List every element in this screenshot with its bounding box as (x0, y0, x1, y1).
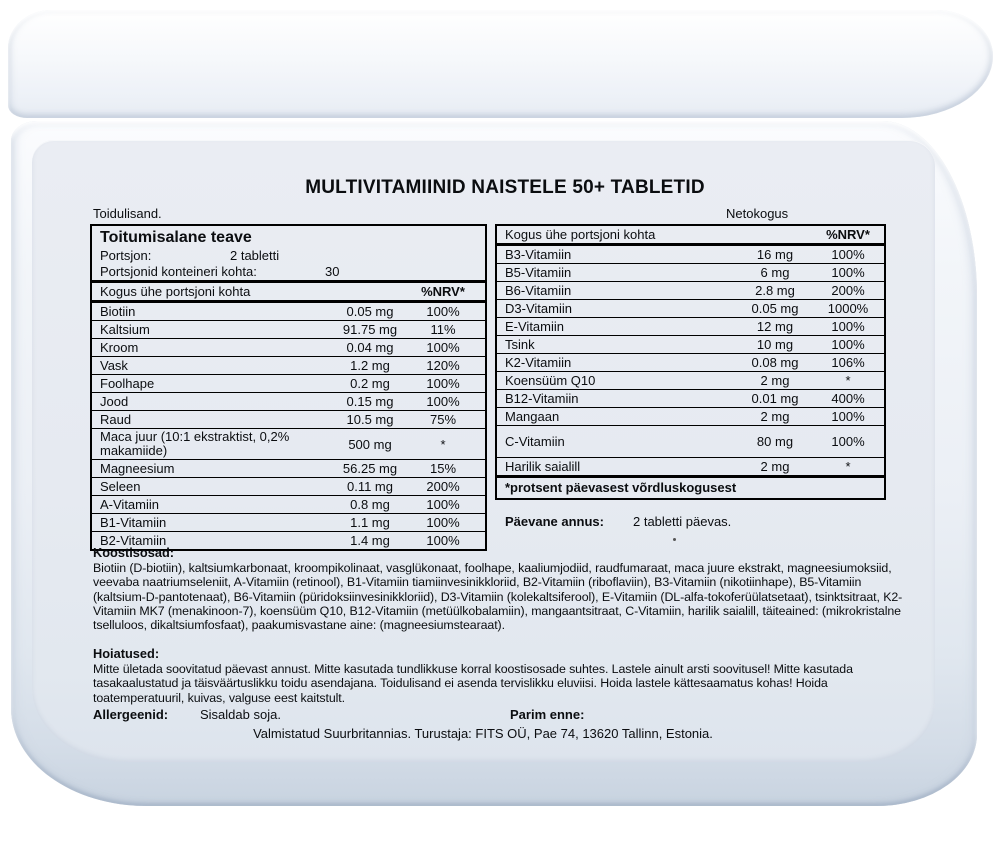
net-quantity-note: Netokogus (726, 206, 789, 221)
nutrient-amount: 1.4 mg (350, 533, 390, 548)
product-title: MULTIVITAMIINID NAISTELE 50+ TABLETID (305, 177, 705, 198)
manufacturer-line: Valmistatud Suurbritannias. Turustaja: FITS OÜ, Pae 74, 13620 Tallinn, Estonia. (253, 726, 713, 741)
nrv-column-header: %NRV* (421, 284, 465, 299)
nutrient-amount: 0.05 mg (346, 304, 394, 319)
nutrient-name: Seleen (100, 478, 141, 494)
table-row (92, 338, 485, 356)
servings-per-container-label: Portsjonid konteineri kohta: (100, 264, 257, 279)
nutrient-amount: 2.8 mg (755, 283, 795, 298)
servings-per-container-value: 30 (325, 264, 340, 279)
nutrient-amount: 500 mg (348, 436, 392, 452)
nutrient-name: Vask (100, 357, 128, 373)
facts-rows-left (92, 303, 485, 549)
serving-row (92, 248, 485, 264)
nutrient-nrv: 11% (430, 322, 456, 337)
nutrient-nrv: 100% (426, 515, 460, 530)
nutrient-amount: 10 mg (756, 337, 794, 352)
nutrient-name: Magneesium (100, 460, 175, 476)
nutrient-amount: 56.25 mg (342, 461, 398, 476)
nutrient-amount: 6 mg (760, 265, 790, 280)
nutrient-amount: 0.15 mg (346, 394, 394, 409)
column-header-row (497, 226, 884, 246)
nutrient-amount: 1.1 mg (350, 515, 390, 530)
nutrient-amount: 0.8 mg (350, 497, 390, 512)
table-row (497, 335, 884, 353)
nutrient-name: K2-Vitamiin (505, 354, 572, 370)
nutrient-amount: 2 mg (760, 373, 790, 388)
nutrient-amount: 80 mg (756, 434, 794, 449)
table-row (92, 495, 485, 513)
nutrient-name: B2-Vitamiin (100, 532, 167, 548)
nutrient-name: Foolhape (100, 375, 155, 391)
daily-dose-label: Päevane annus: (505, 514, 604, 529)
nutrient-name: C-Vitamiin (505, 433, 565, 449)
column-header-row (92, 280, 485, 303)
nutrient-name: B12-Vitamiin (505, 390, 579, 406)
amount-column-header: Kogus ühe portsjoni kohta (505, 227, 656, 242)
nutrient-nrv: 100% (831, 319, 865, 334)
table-row (92, 459, 485, 477)
allergens-value: Sisaldab soja. (200, 707, 281, 722)
table-row (497, 457, 884, 475)
nutrient-amount: 16 mg (756, 247, 794, 262)
nutrient-nrv: 100% (426, 533, 460, 548)
nutrient-name: B6-Vitamiin (505, 282, 572, 298)
nutrient-amount: 91.75 mg (342, 322, 398, 337)
table-row (92, 303, 485, 320)
nutrient-nrv: 200% (426, 479, 460, 494)
ingredients-text: Biotiin (D-biotiin), kaltsiumkarbonaat, kroompikolinaat, vasglükonaat, foolhape, kaaliumjodiid, raudfumaraat, maca juure ekstrakt, magneesiumoksiid, veevaba naatriumseleniit, A-Vitamiin (retinool), B1-Vitamiin tiamiinvesinikkloriid, B2-Vitamiin (riboflaviin), B3-Vitamiin (nikotiinhape), B5-Vitamiin (kaltsium-D-pantotenaat), B6-Vitamiin (püridoksiinvesinikkloriid), D3-Vitamiin (kolekaltsiferool), E-Vitamiin (DL-alfa-tokoferüülatsetaat), tsinktsitraat, K2-Vitamiin MK7 (menakinoon-7), koensüüm Q10, B12-Vitamiin (metüülkobalamiin), mangaantsitraat, C-Vitamiin, harilik saialill, täiteained: (mikrokristalne tselluloos, dikaltsiumfosfaat), paakumisvastane aine: (magneesiumstearaat). (93, 561, 903, 633)
nutrient-name: B3-Vitamiin (505, 246, 572, 262)
table-row (497, 425, 884, 457)
table-row (497, 317, 884, 335)
nutrient-amount: 2 mg (760, 409, 790, 424)
nutrient-name: A-Vitamiin (100, 496, 160, 512)
table-row (497, 246, 884, 263)
table-row (92, 477, 485, 495)
nutrient-name: E-Vitamiin (505, 318, 565, 334)
nutrient-amount: 2 mg (760, 459, 790, 474)
nutrient-amount: 0.04 mg (346, 340, 394, 355)
nutrient-name: Raud (100, 411, 132, 427)
nutrient-amount: 1.2 mg (350, 358, 390, 373)
nutrient-amount: 0.11 mg (346, 479, 393, 494)
nutrient-amount: 10.5 mg (346, 412, 394, 427)
nutrient-nrv: 100% (426, 304, 460, 319)
serving-value: 2 tabletti (230, 248, 280, 263)
facts-rows-right (497, 246, 884, 475)
nutrient-nrv: 106% (831, 355, 865, 370)
table-row (497, 299, 884, 317)
ingredients-heading: Koostisosad: (93, 545, 175, 560)
table-row (497, 281, 884, 299)
table-row (497, 353, 884, 371)
nutrient-amount: 0.08 mg (751, 355, 799, 370)
table-row (92, 392, 485, 410)
serving-label: Portsjon: (100, 248, 152, 263)
nutrient-nrv: 400% (831, 391, 865, 406)
nutrient-name: Harilik saialill (505, 458, 581, 474)
nutrient-amount: 0.2 mg (350, 376, 390, 391)
nutrient-amount: 0.01 mg (751, 391, 799, 406)
warnings-text: Mitte ületada soovitatud päevast annust. Mitte kasutada tundlikkuse korral koostisosade suhtes. Lastele ainult arsti soovitusel! Mitte kasutada tasakaalustatud ja täisväärtuslikku toidu asendajana. Toidulisand ei asenda tervislikku eluviisi. Hoida lastele kättesaamatus kohas! Hoida toatemperatuuril, kuivas, valguse eest kaitstult. (93, 662, 853, 705)
table-row (497, 407, 884, 425)
nutrient-nrv: 200% (831, 283, 865, 298)
table-row (497, 263, 884, 281)
daily-dose-value: 2 tabletti päevas. (633, 514, 732, 529)
nutrient-nrv: 15% (429, 461, 457, 476)
best-before-label: Parim enne: (510, 707, 585, 722)
nutrient-nrv: 100% (426, 394, 460, 409)
nutrient-name: B1-Vitamiin (100, 514, 167, 530)
nutrient-name: Kroom (100, 339, 139, 355)
supplement-type-note: Toidulisand. (93, 206, 162, 221)
nrv-column-header: %NRV* (826, 227, 870, 242)
nutrient-name: Maca juur (10:1 ekstraktist, 0,2% makamiide) (100, 429, 290, 458)
nutrient-name: B5-Vitamiin (505, 264, 572, 280)
table-row (92, 356, 485, 374)
table-row (92, 320, 485, 338)
nutrient-nrv: 100% (831, 337, 865, 352)
nutrient-nrv: * (845, 459, 851, 474)
facts-table-left (90, 224, 487, 551)
nutrient-nrv: 100% (831, 247, 865, 262)
nutrient-nrv: 100% (831, 409, 865, 424)
nutrient-nrv: 100% (426, 497, 460, 512)
warnings-heading: Hoiatused: (93, 646, 160, 661)
servings-per-container-row (92, 264, 485, 280)
nutrient-nrv: 75% (429, 412, 457, 427)
nutrient-name: Tsink (505, 336, 535, 352)
nutrient-nrv: * (440, 436, 446, 452)
nutrient-name: Koensüüm Q10 (505, 372, 596, 388)
amount-column-header: Kogus ühe portsjoni kohta (100, 284, 251, 299)
nutrient-nrv: 100% (831, 265, 865, 280)
table-row (92, 374, 485, 392)
nutrient-name: D3-Vitamiin (505, 300, 572, 316)
nutrient-amount: 12 mg (756, 319, 794, 334)
nutrient-name: Jood (100, 393, 129, 409)
nutrient-nrv: 120% (426, 358, 460, 373)
facts-table-right (495, 224, 886, 500)
table-row (497, 389, 884, 407)
table-row (92, 513, 485, 531)
nutrient-nrv: 100% (426, 376, 460, 391)
nutrient-name: Mangaan (505, 408, 560, 424)
print-dot (673, 538, 676, 541)
table-row (92, 410, 485, 428)
tub-lid (8, 10, 993, 118)
nutrient-nrv: 100% (831, 434, 865, 449)
facts-heading: Toitumisalane teave (100, 229, 252, 246)
nutrient-nrv: * (845, 373, 851, 388)
nutrient-amount: 0.05 mg (751, 301, 799, 316)
table-row (92, 428, 485, 459)
nrv-footnote: *protsent päevasest võrdluskogusest (497, 475, 884, 498)
nutrient-name: Biotiin (100, 303, 136, 319)
nutrient-nrv: 1000% (827, 301, 869, 316)
nutrient-nrv: 100% (426, 340, 460, 355)
nutrient-name: Kaltsium (100, 321, 150, 337)
allergens-label: Allergeenid: (93, 707, 169, 722)
table-row (497, 371, 884, 389)
